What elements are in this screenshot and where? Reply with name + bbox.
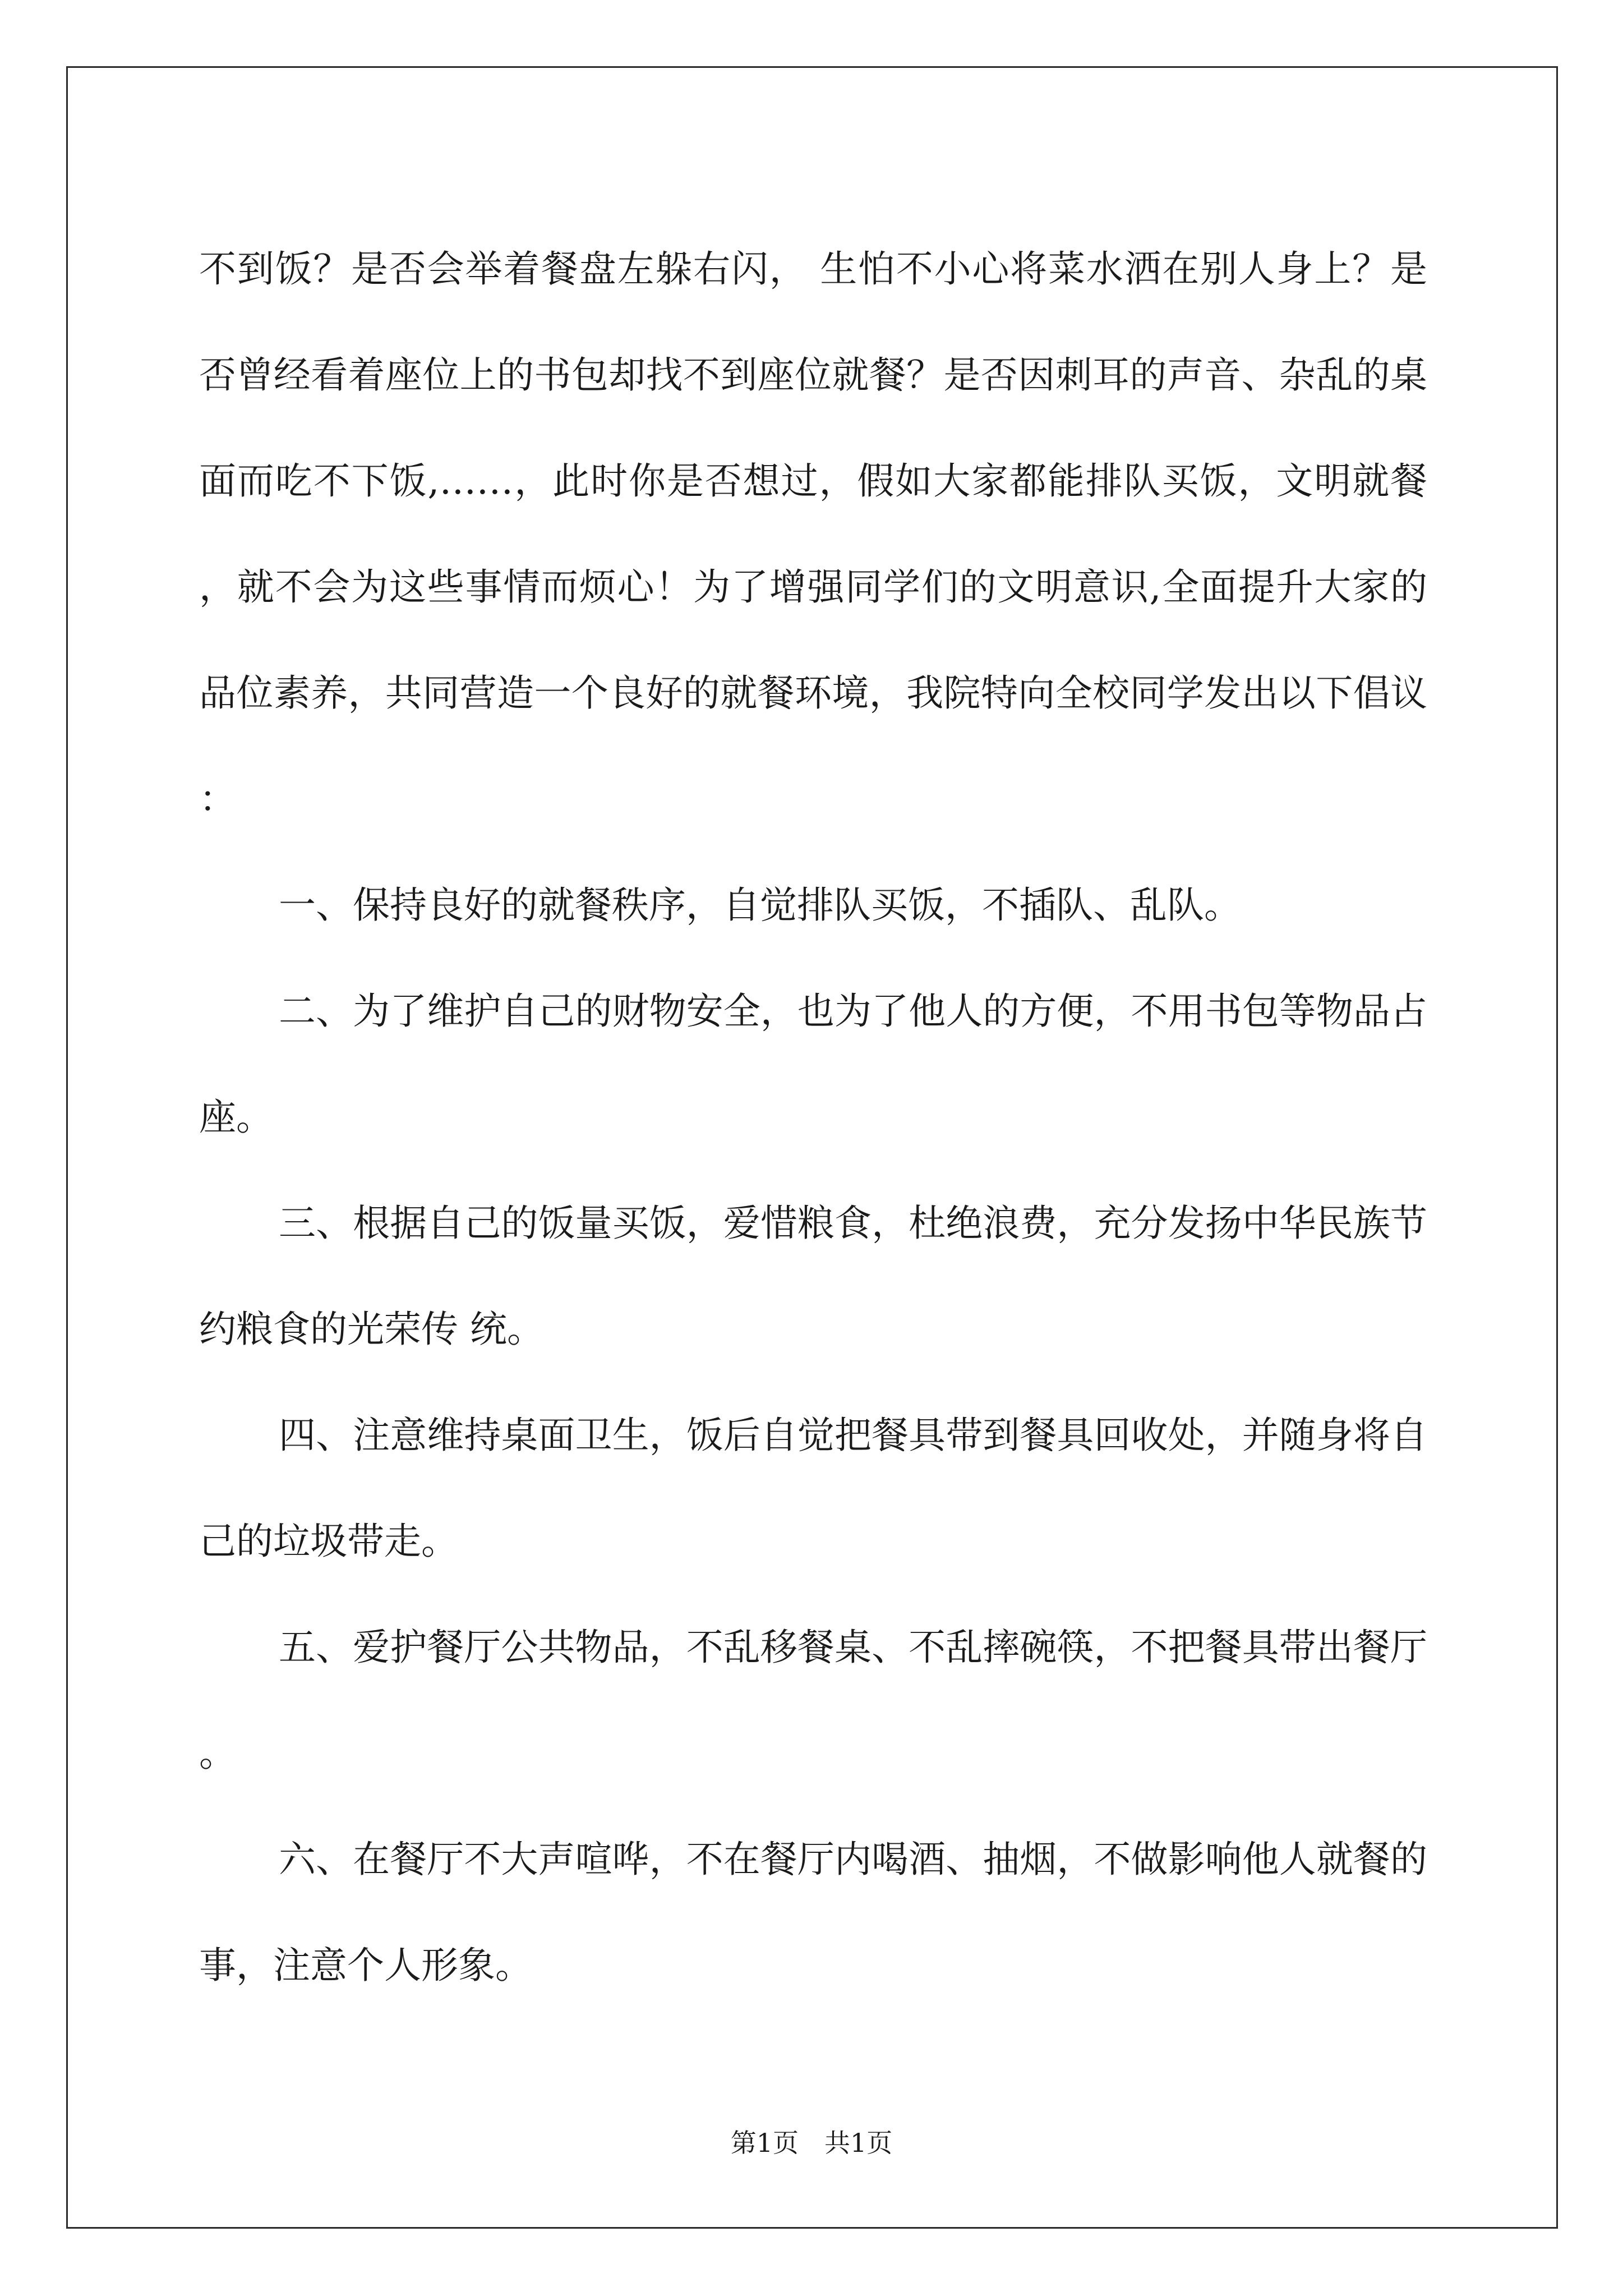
page-number-footer: 第1页 共1页: [730, 2128, 893, 2158]
paragraph-proposal-6: 六、在餐厅不大声喧哗，不在餐厅内喝酒、抽烟，不做影响他人就餐的事，注意个人形象。: [199, 1838, 1427, 1987]
document-body: [199, 216, 1427, 2018]
paragraph-continuation: 不到饭？是否会举着餐盘左躲右闪， 生怕不小心将菜水洒在别人身上？是否曾经看着座位上的书包却找不到座位就餐？是否因刺耳的声音、杂乱的桌面而吃不下饭,……，此时你是否想过，假如大家都能排队买饭，文明就餐，就不会为这些事情而烦心！为了增强同学们的文明意识,全面提升大家的品位素养，共同营造一个良好的就餐环境，我院特向全校同学发出以下倡议：: [199, 247, 1427, 821]
paragraph-proposal-2: 二、为了维护自己的财物安全，也为了他人的方便，不用书包等物品占座。: [199, 990, 1427, 1139]
paragraph-proposal-1: 一、保持良好的就餐秩序，自觉排队买饭，不插队、乱队。: [279, 884, 1241, 927]
paragraph-proposal-3: 三、根据自己的饭量买饭，爱惜粮食，杜绝浪费，充分发扬中华民族节约粮食的光荣传 统。: [199, 1202, 1427, 1351]
paragraph-proposal-4: 四、注意维持桌面卫生，饭后自觉把餐具带到餐具回收处，并随身将自己的垃圾带走。: [199, 1414, 1427, 1563]
paragraph-proposal-5: 五、爱护餐厅公共物品，不乱移餐桌、不乱摔碗筷，不把餐具带出餐厅。: [199, 1626, 1427, 1775]
